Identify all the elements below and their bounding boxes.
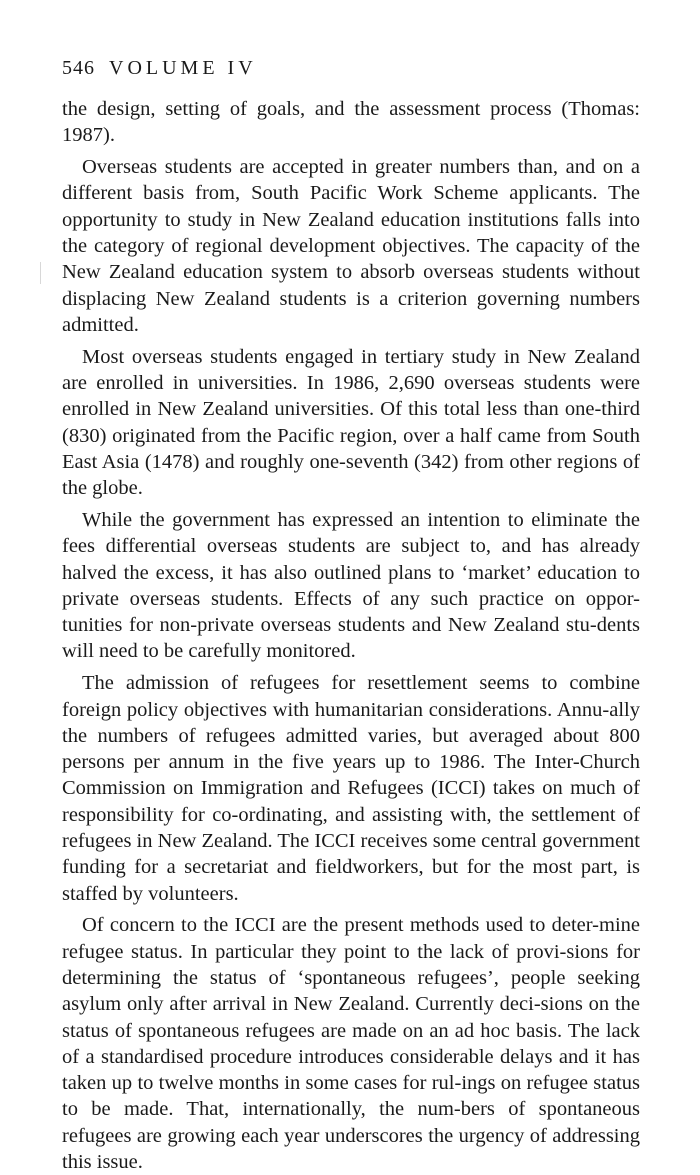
paragraph-tertiary-study: Most overseas students engaged in tertiary study in New Zealand are enrolled in universities. In 1986, 2,690 overseas students were enrolled in New Zealand universities. Of this total less than one-third (830) originated from the Pacific region, over a half came from South East Asia (1478) and roughly one-seventh (342) from other regions of the globe. [62,345,640,500]
paragraph-continuation: the design, setting of goals, and the assessment process (Thomas: 1987). [62,98,640,147]
paragraph-refugee-status: Of concern to the ICCI are the present methods used to deter-mine refugee status. In particular they point to the lack of provi-sions for determining the status of ‘spontaneous refugees’, people seeking asylum only after arrival in New Zealand. Currently deci-sions on the status of spontaneous refugees are made on an ad hoc basis. The lack of a standardised procedure introduces considerable delays and it has taken up to twelve months in some cases for rul-ings on refugee status to be made. That, internationally, the num-bers of spontaneous refugees are growing each year underscores the urgency of addressing this issue. [62,914,640,1174]
volume-label: VOLUME IV [109,57,257,79]
page-number: 546 [62,57,95,79]
paragraph-overseas-students: Overseas students are accepted in greater numbers than, and on a different basis from, South Pacific Work Scheme applicants. The opportunity to study in New Zealand education institutions falls into the category of regional development objectives. The capacity of the New Zealand education system to absorb overseas students without displacing New Zealand students is a criterion governing numbers admitted. [62,156,640,336]
margin-mark [40,262,41,284]
body-text [62,96,640,1175]
paragraph-refugee-admission: The admission of refugees for resettlement seems to combine foreign policy objectives with humanitarian considerations. Annu-ally the numbers of refugees admitted varies, but averaged about 800 persons per annum in the five years up to 1986. The Inter-Church Commission on Immigration and Refugees (ICCI) takes on much of responsibility for co-ordinating, and assisting with, the settlement of refugees in New Zealand. The ICCI receives some central government funding for a secretariat and fieldworkers, but for the most part, is staffed by volunteers. [62,672,640,905]
paragraph-fees-differential: While the government has expressed an intention to eliminate the fees differential overseas students are subject to, and has already halved the excess, it has also outlined plans to ‘market’ education to private overseas students. Effects of any such practice on oppor-tunities for non-private overseas students and New Zealand stu-dents will need to be carefully monitored. [62,508,640,663]
running-head [62,57,257,79]
